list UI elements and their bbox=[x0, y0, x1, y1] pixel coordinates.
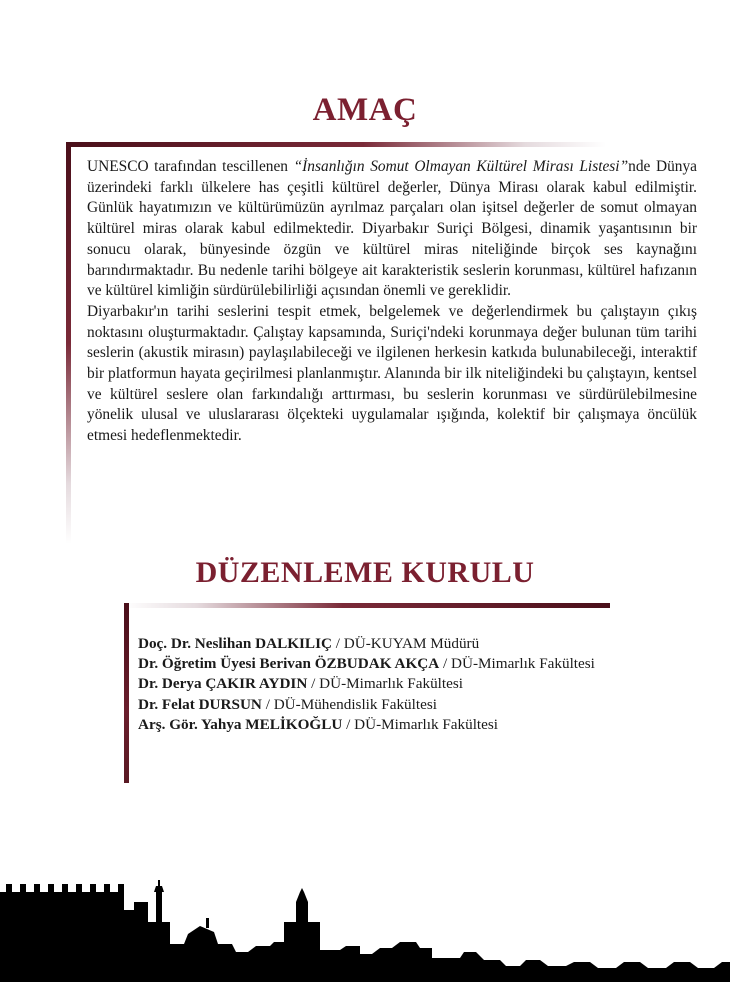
committee-list bbox=[138, 634, 718, 735]
member-name: Arş. Gör. Yahya MELİKOĞLU bbox=[138, 715, 343, 733]
member-name: Doç. Dr. Neslihan DALKILIÇ bbox=[138, 635, 332, 652]
amac-p1-rest: nde Dünya üzerindeki farklı ülkelere has çeşitli kültürel değerler, Dünya Mirası olarak kabul edilmiştir. Günlük hayatımızın ve kültürümüzün ayrılmaz parçaları olan işitsel değerler de somut olmayan kültürel miras olarak kabul edilmektedir. Diyarbakır Suriçi Bölgesi, dinamik yaşantısının bir sonucu olarak, bünyesinde özgün ve kültürel miras niteliğinde birçok ses kaynağını barındırmaktadır. Bu nedenle tarihi bölgeye ait karakteristik seslerin korunması, kültürel hafızanın ve kültürel kimliğin sürdürülebilirliği açısından önemli ve gereklidir. bbox=[87, 158, 697, 300]
city-skyline-silhouette bbox=[0, 862, 730, 982]
member-name: Dr. Öğretim Üyesi Berivan ÖZBUDAK AKÇA bbox=[138, 655, 440, 673]
amac-paragraph-1 bbox=[87, 157, 697, 302]
kurul-vertical-rule bbox=[124, 603, 129, 783]
member-role: / DÜ-Mimarlık Fakültesi bbox=[342, 715, 499, 733]
amac-horizontal-rule bbox=[66, 142, 606, 147]
amac-p1-lead: UNESCO tarafından tescillenen bbox=[87, 158, 294, 175]
committee-member bbox=[138, 715, 718, 735]
member-name: Dr. Derya ÇAKIR AYDIN bbox=[138, 675, 308, 693]
committee-member bbox=[138, 695, 718, 715]
amac-body bbox=[87, 157, 697, 447]
amac-paragraph-2: Diyarbakır'ın tarihi seslerini tespit etmek, belgelemek ve değerlendirmek bu çalıştayın çıkış noktasını oluşturmaktadır. Çalıştay kapsamında, Suriçi'ndeki korunmaya değer bulunan tüm tarihi seslerin (akustik mirasın) paylaşılabileceği ve ilgilenen herkesin katkıda bulunabileceği, interaktif bir platformun hayata geçirilmesi planlanmıştır. Alanında bir ilk niteliğindeki bu çalıştayın, kentsel ve kültürel seslere olan farkındalığı arttırması, bu seslerin korunması ve sürdürülebilmesine yönelik ulusal ve uluslararası ölçekteki uygulamalar ışığında, kolektif bir çalışmaya öncülük etmesi hedeflenmektedir. bbox=[87, 302, 697, 445]
committee-member bbox=[138, 634, 718, 654]
member-role: / DÜ-KUYAM Müdürü bbox=[331, 635, 480, 652]
member-name: Dr. Felat DURSUN bbox=[138, 695, 262, 713]
amac-heading: AMAÇ bbox=[312, 92, 418, 128]
kurul-heading: DÜZENLEME KURULU bbox=[195, 556, 535, 589]
amac-vertical-rule bbox=[66, 142, 71, 544]
amac-p1-italic: “İnsanlığın Somut Olmayan Kültürel Mirası Listesi” bbox=[293, 158, 629, 175]
committee-member bbox=[138, 654, 718, 674]
member-role: / DÜ-Mimarlık Fakültesi bbox=[439, 655, 595, 673]
member-role: / DÜ-Mimarlık Fakültesi bbox=[307, 675, 463, 693]
member-role: / DÜ-Mühendislik Fakültesi bbox=[261, 695, 437, 713]
committee-member bbox=[138, 674, 718, 694]
kurul-horizontal-rule bbox=[124, 603, 610, 608]
